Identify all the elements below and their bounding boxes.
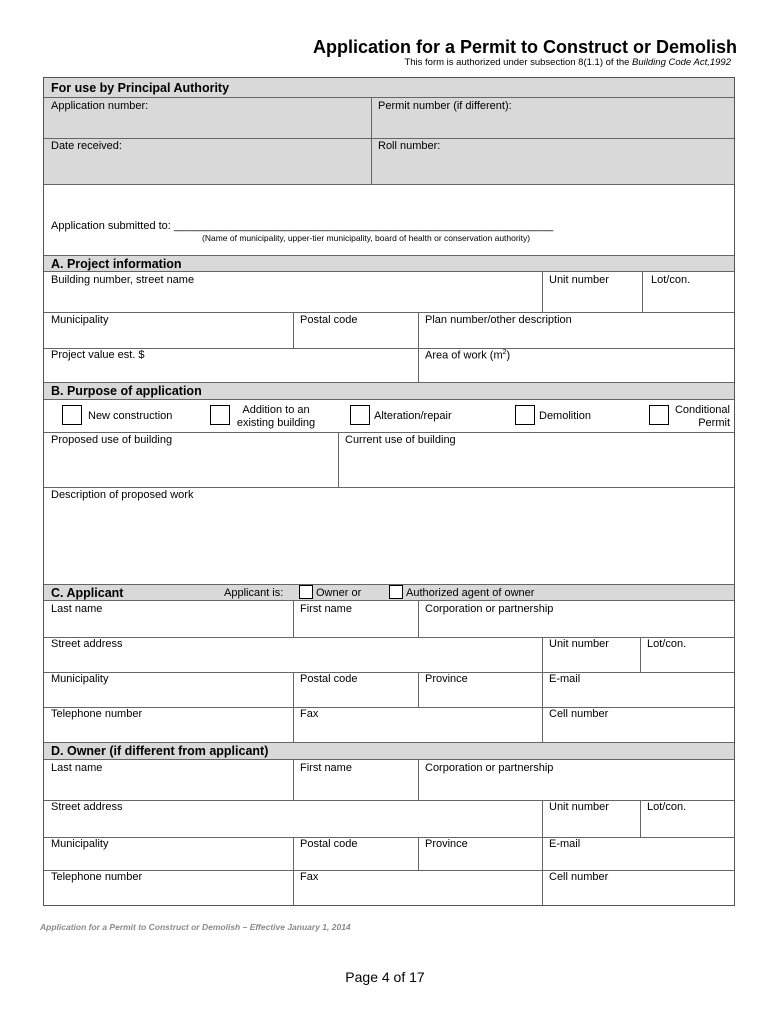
building-number-field[interactable]: Building number, street name <box>51 274 195 286</box>
municipality-field-a[interactable]: Municipality <box>51 314 109 326</box>
submitted-to-note: (Name of municipality, upper-tier municipality, board of health or conservation authority) <box>202 233 531 243</box>
owner-province-field[interactable]: Province <box>425 838 468 850</box>
authority-heading: For use by Principal Authority <box>51 81 230 95</box>
section-a-heading: A. Project information <box>51 257 182 271</box>
owner-street-address-field[interactable]: Street address <box>51 801 123 813</box>
owner-first-name-field[interactable]: First name <box>300 762 352 774</box>
authorized-agent-checkbox[interactable] <box>389 585 403 599</box>
demolition-label: Demolition <box>539 410 591 422</box>
unit-number-field-a[interactable]: Unit number <box>549 274 609 286</box>
proposed-use-field[interactable]: Proposed use of building <box>51 434 173 446</box>
owner-lot-con-field[interactable]: Lot/con. <box>647 801 687 813</box>
owner-corporation-field[interactable]: Corporation or partnership <box>425 762 554 774</box>
applicant-postal-code-field[interactable]: Postal code <box>300 673 358 685</box>
owner-label: Owner or <box>316 587 362 599</box>
applicant-street-address-field[interactable]: Street address <box>51 638 123 650</box>
alteration-checkbox[interactable] <box>350 405 370 425</box>
applicant-municipality-field[interactable]: Municipality <box>51 673 109 685</box>
applicant-province-field[interactable]: Province <box>425 673 468 685</box>
addition-checkbox[interactable] <box>210 405 230 425</box>
permit-number-field[interactable]: Permit number (if different): <box>378 100 512 112</box>
applicant-first-name-field[interactable]: First name <box>300 603 352 615</box>
applicant-lot-con-field[interactable]: Lot/con. <box>647 638 687 650</box>
applicant-unit-number-field[interactable]: Unit number <box>549 638 609 650</box>
form-authority-note: This form is authorized under subsection 8(1.1) of the Building Code Act,1992 <box>404 57 731 68</box>
applicant-email-field[interactable]: E-mail <box>549 673 581 685</box>
applicant-corporation-field[interactable]: Corporation or partnership <box>425 603 554 615</box>
owner-fax-field[interactable]: Fax <box>300 871 319 883</box>
section-d-heading: D. Owner (if different from applicant) <box>51 744 269 758</box>
submitted-to-field[interactable]: Application submitted to: ______________________________________________________________ <box>51 220 554 232</box>
date-received-field[interactable]: Date received: <box>51 140 122 152</box>
description-field[interactable]: Description of proposed work <box>51 489 194 501</box>
owner-postal-code-field[interactable]: Postal code <box>300 838 358 850</box>
applicant-cell-field[interactable]: Cell number <box>549 708 609 720</box>
section-b-heading: B. Purpose of application <box>51 384 202 398</box>
owner-last-name-field[interactable]: Last name <box>51 762 103 774</box>
plan-number-field[interactable]: Plan number/other description <box>425 314 572 326</box>
applicant-telephone-field[interactable]: Telephone number <box>51 708 143 720</box>
footer-note: Application for a Permit to Construct or Demolish – Effective January 1, 2014 <box>40 922 351 932</box>
new-construction-checkbox[interactable] <box>62 405 82 425</box>
area-of-work-field[interactable]: Area of work $(m^2)$ <box>425 349 511 362</box>
lot-con-field-a[interactable]: Lot/con. <box>651 274 691 286</box>
owner-checkbox[interactable] <box>299 585 313 599</box>
conditional-permit-label: Conditional Permit <box>674 404 730 429</box>
owner-municipality-field[interactable]: Municipality <box>51 838 109 850</box>
addition-label: Addition to an existing building <box>236 404 316 429</box>
owner-email-field[interactable]: E-mail <box>549 838 581 850</box>
conditional-permit-checkbox[interactable] <box>649 405 669 425</box>
applicant-is-label: Applicant is: <box>224 587 284 599</box>
applicant-fax-field[interactable]: Fax <box>300 708 319 720</box>
current-use-field[interactable]: Current use of building <box>345 434 456 446</box>
application-number-field[interactable]: Application number: <box>51 100 149 112</box>
section-c-heading: C. Applicant <box>51 586 124 600</box>
owner-cell-field[interactable]: Cell number <box>549 871 609 883</box>
owner-unit-number-field[interactable]: Unit number <box>549 801 609 813</box>
new-construction-label: New construction <box>88 410 173 422</box>
owner-telephone-field[interactable]: Telephone number <box>51 871 143 883</box>
page-number: Page 4 of 17 <box>345 969 425 985</box>
postal-code-field-a[interactable]: Postal code <box>300 314 358 326</box>
roll-number-field[interactable]: Roll number: <box>378 140 441 152</box>
applicant-last-name-field[interactable]: Last name <box>51 603 103 615</box>
demolition-checkbox[interactable] <box>515 405 535 425</box>
form-title: Application for a Permit to Construct or Demolish <box>312 37 737 57</box>
project-value-field[interactable]: Project value est. $ <box>51 349 145 361</box>
authorized-agent-label: Authorized agent of owner <box>406 587 535 599</box>
alteration-label: Alteration/repair <box>374 410 452 422</box>
